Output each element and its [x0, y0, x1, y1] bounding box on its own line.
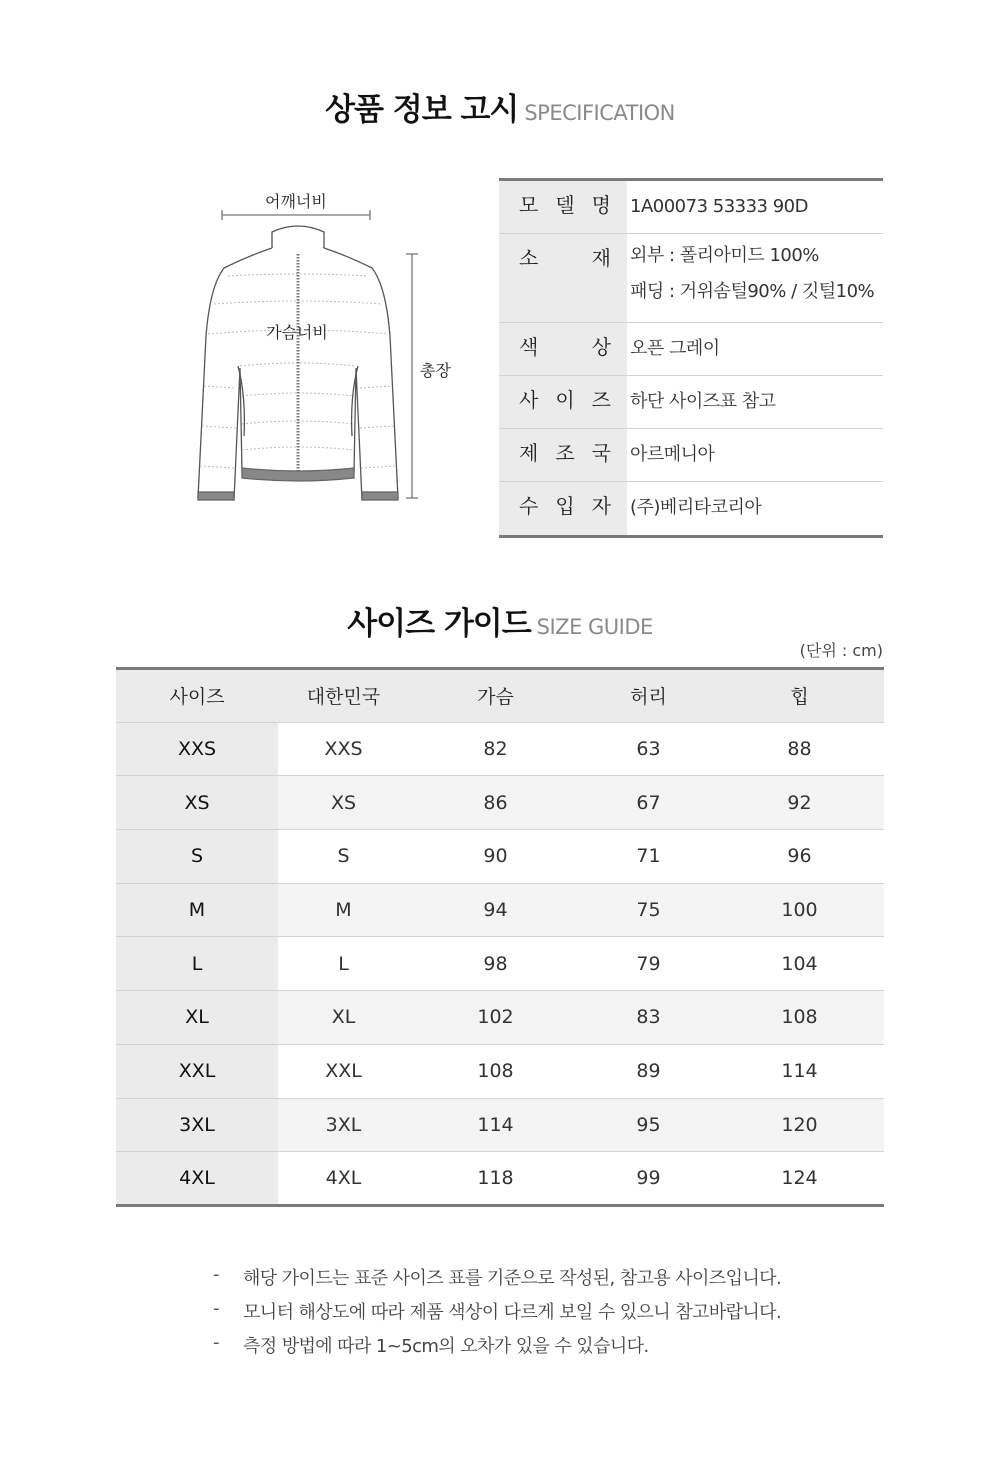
spec-key-material: 소 재	[499, 234, 627, 322]
korea-size-cell: M	[278, 883, 409, 937]
spec-value-size: 하단 사이즈표 참고	[630, 391, 776, 412]
jacket-diagram	[188, 186, 468, 516]
size-guide-heading-korean: 사이즈 가이드	[347, 606, 531, 642]
header-chest: 가슴	[409, 669, 582, 723]
waist-cell: 83	[582, 991, 715, 1045]
size-cell: 4XL	[116, 1152, 278, 1206]
spec-value-model: 1A00073 53333 90D	[630, 196, 808, 217]
size-cell: XXL	[116, 1044, 278, 1098]
note-text: 모니터 해상도에 따라 제품 색상이 다르게 보일 수 있으니 참고바랍니다.	[243, 1302, 782, 1323]
size-cell: XXS	[116, 722, 278, 776]
waist-cell: 75	[582, 883, 715, 937]
shoulder-width-label: 어깨너비	[265, 192, 327, 211]
size-guide-heading	[0, 598, 1000, 643]
table-row	[116, 1152, 884, 1206]
header-size: 사이즈	[116, 669, 278, 723]
chest-cell: 86	[409, 776, 582, 830]
size-table	[116, 667, 884, 1207]
spec-row-model	[499, 181, 883, 234]
header-korea: 대한민국	[278, 669, 409, 723]
table-row	[116, 776, 884, 830]
list-item	[213, 1332, 913, 1366]
table-row	[116, 1098, 884, 1152]
korea-size-cell: XXS	[278, 722, 409, 776]
chest-cell: 98	[409, 937, 582, 991]
unit-label: (단위 : cm)	[799, 641, 883, 660]
korea-size-cell: L	[278, 937, 409, 991]
chest-cell: 102	[409, 991, 582, 1045]
spec-row-color	[499, 323, 883, 376]
spec-row-size	[499, 376, 883, 429]
chest-width-label: 가슴너비	[266, 323, 328, 342]
size-cell: L	[116, 937, 278, 991]
korea-size-cell: S	[278, 830, 409, 884]
note-text: 해당 가이드는 표준 사이즈 표를 기준으로 작성된, 참고용 사이즈입니다.	[243, 1268, 782, 1289]
size-guide-heading-english: SIZE GUIDE	[536, 615, 653, 639]
table-row	[116, 1044, 884, 1098]
size-cell: S	[116, 830, 278, 884]
chest-cell: 82	[409, 722, 582, 776]
chest-cell: 90	[409, 830, 582, 884]
hip-cell: 114	[715, 1044, 884, 1098]
hip-cell: 96	[715, 830, 884, 884]
spec-row-importer	[499, 482, 883, 535]
spec-row-origin	[499, 429, 883, 482]
spec-key-color: 색 상	[499, 323, 627, 375]
spec-row-material	[499, 234, 883, 323]
spec-value-origin: 아르메니아	[630, 444, 715, 465]
table-row	[116, 883, 884, 937]
chest-cell: 114	[409, 1098, 582, 1152]
waist-cell: 71	[582, 830, 715, 884]
chest-cell: 108	[409, 1044, 582, 1098]
table-row	[116, 722, 884, 776]
spec-key-model: 모 델 명	[499, 181, 627, 233]
spec-key-importer: 수 입 자	[499, 482, 627, 535]
hip-cell: 108	[715, 991, 884, 1045]
chest-cell: 118	[477, 1167, 514, 1190]
spec-value-color: 오픈 그레이	[630, 338, 720, 359]
size-cell: M	[116, 883, 278, 937]
spec-key-origin: 제 조 국	[499, 429, 627, 481]
korea-size-cell: XL	[278, 991, 409, 1045]
size-cell: XL	[116, 991, 278, 1045]
hip-cell: 88	[715, 722, 884, 776]
korea-size-cell: 4XL	[325, 1167, 362, 1190]
note-bullet: -	[213, 1298, 219, 1319]
spec-value-material: 외부 : 폴리아미드 100% 패딩 : 거위솜털90% / 깃털10%	[630, 245, 875, 302]
waist-cell: 89	[582, 1044, 715, 1098]
size-cell: 3XL	[116, 1098, 278, 1152]
hip-cell: 120	[715, 1098, 884, 1152]
korea-size-cell: XS	[278, 776, 409, 830]
table-row	[116, 991, 884, 1045]
hip-cell: 92	[715, 776, 884, 830]
hip-cell: 124	[781, 1167, 818, 1190]
waist-cell: 79	[582, 937, 715, 991]
spec-value-importer: (주)베리타코리아	[630, 497, 762, 518]
size-table-header-row	[116, 669, 884, 723]
waist-cell: 63	[582, 722, 715, 776]
spec-heading-korean: 상품 정보 고시	[325, 92, 519, 128]
waist-cell: 95	[582, 1098, 715, 1152]
spec-heading	[0, 84, 1000, 129]
chest-cell: 94	[409, 883, 582, 937]
hip-cell: 104	[715, 937, 884, 991]
spec-table	[499, 178, 883, 538]
note-bullet: -	[213, 1264, 219, 1285]
note-bullet: -	[213, 1332, 219, 1353]
table-row	[116, 830, 884, 884]
header-hip: 힙	[715, 669, 884, 723]
spec-heading-english: SPECIFICATION	[524, 101, 675, 125]
korea-size-cell: 3XL	[278, 1098, 409, 1152]
waist-cell: 67	[582, 776, 715, 830]
spec-key-size: 사 이 즈	[499, 376, 627, 428]
size-cell: XS	[116, 776, 278, 830]
list-item	[213, 1264, 913, 1298]
list-item	[213, 1298, 913, 1332]
notes-list	[213, 1264, 913, 1366]
total-length-label: 총장	[420, 361, 451, 380]
korea-size-cell: XXL	[278, 1044, 409, 1098]
table-row	[116, 937, 884, 991]
hip-cell: 100	[715, 883, 884, 937]
note-text: 측정 방법에 따라 1~5cm의 오차가 있을 수 있습니다.	[243, 1336, 649, 1357]
header-waist: 허리	[582, 669, 715, 723]
waist-cell: 99	[636, 1167, 661, 1190]
